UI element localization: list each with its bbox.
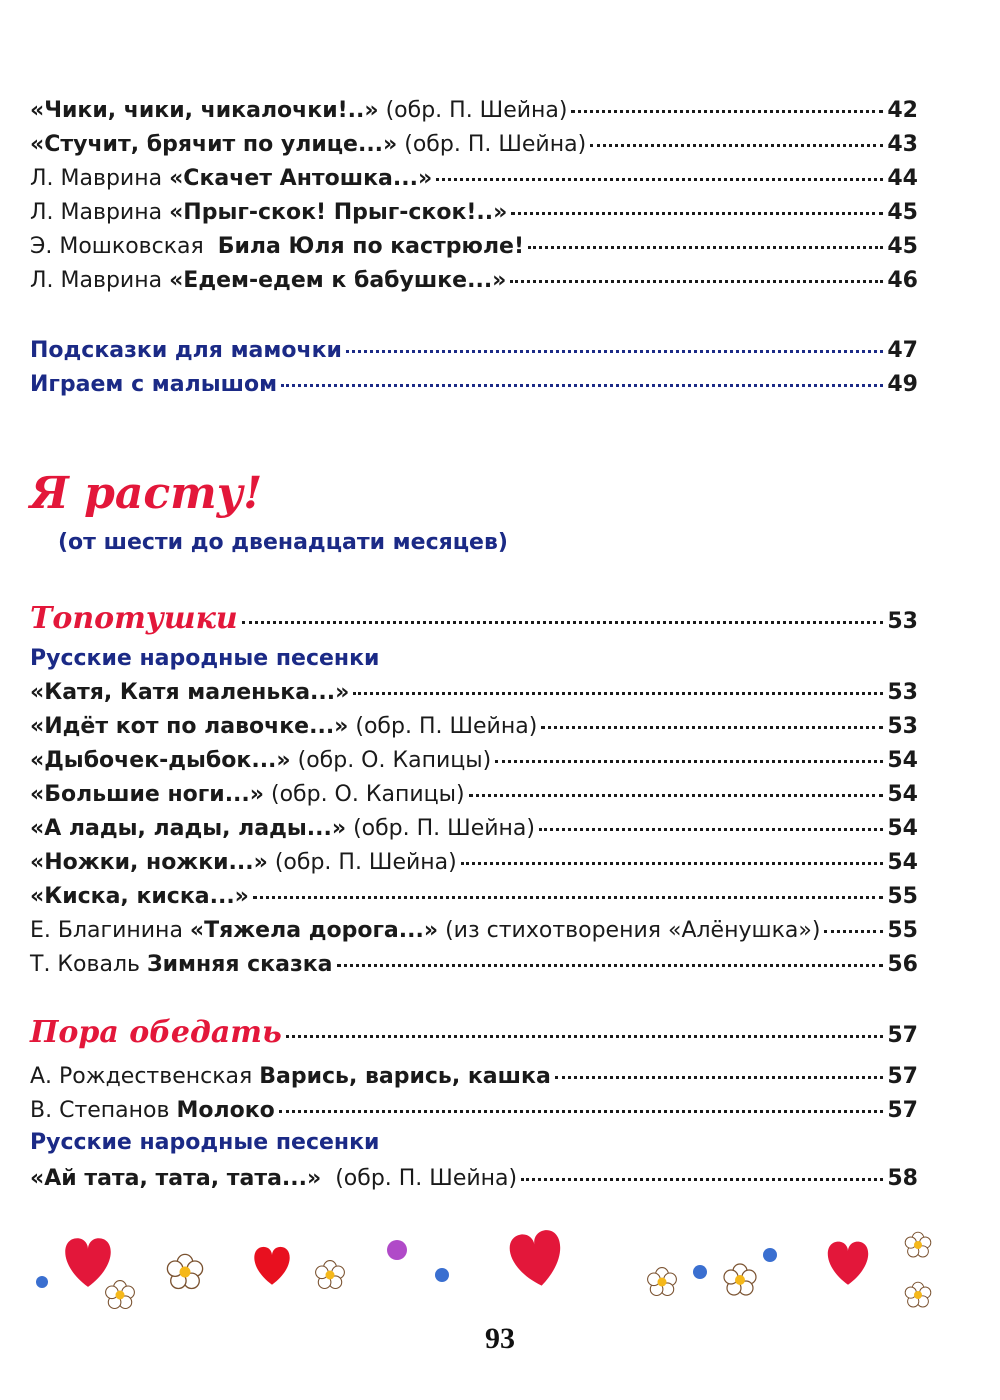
toc-entry-play[interactable] [30, 368, 918, 402]
dot-leader [281, 383, 883, 387]
entry-note: (обр. П. Шейна) [378, 98, 568, 123]
toc-entry[interactable] [30, 1060, 918, 1094]
entry-page: 47 [887, 338, 918, 363]
toc-entry[interactable] [30, 128, 918, 162]
toc-entry[interactable] [30, 230, 918, 264]
subheading-folk-songs: Русские народные песенки [30, 646, 380, 671]
section-pora-obedat[interactable] [30, 1016, 918, 1060]
entry-title: Варись, варись, кашка [259, 1064, 551, 1089]
section-page: 57 [887, 1023, 918, 1048]
patterned-heart-icon [507, 1228, 566, 1290]
toc-entry[interactable] [30, 778, 918, 812]
entry-author: Л. Маврина [30, 268, 170, 293]
entry-page: 46 [887, 268, 918, 293]
dot-leader [495, 759, 883, 763]
entry-note: (обр. П. Шейна) [267, 850, 457, 875]
toc-entry[interactable] [30, 744, 918, 778]
entry-page: 53 [887, 680, 918, 705]
dot-leader [242, 620, 884, 624]
entry-title: «Едем-едем к бабушке...» [169, 268, 507, 293]
toc-entry[interactable] [30, 914, 918, 948]
entry-author: Е. Благинина [30, 918, 190, 943]
chapter-subtitle: (от шести до двенадцати месяцев) [58, 530, 508, 555]
entry-page: 55 [887, 884, 918, 909]
entry-page: 57 [887, 1098, 918, 1123]
dot-leader [528, 245, 883, 249]
entry-page: 54 [887, 782, 918, 807]
dot-leader [521, 1177, 883, 1181]
section-title: Топотушки [30, 601, 238, 636]
toc-entry[interactable] [30, 710, 918, 744]
flower-icon [648, 1268, 677, 1296]
dot-leader [279, 1109, 884, 1113]
entry-author: Т. Коваль [30, 952, 147, 977]
subheading-folk-songs: Русские народные песенки [30, 1130, 380, 1155]
dot-leader [286, 1034, 884, 1038]
entry-page: 53 [887, 714, 918, 739]
entry-title: «Чики, чики, чикалочки!..» [30, 98, 379, 123]
sparkle-heart-icon [65, 1238, 110, 1287]
toc-entry[interactable] [30, 880, 918, 914]
entry-author: Э. Мошковская [30, 234, 218, 259]
dot-leader [590, 143, 883, 147]
entry-title: «Скачет Антошка...» [169, 166, 433, 191]
blue-flower-icon [36, 1276, 48, 1288]
chapter-title: Я расту! [30, 468, 263, 519]
entry-page: 42 [887, 98, 918, 123]
entry-note: (обр. П. Шейна) [397, 132, 587, 157]
toc-entry-tips[interactable] [30, 334, 918, 368]
dot-leader [346, 349, 883, 353]
entry-title: «Ножки, ножки...» [30, 850, 268, 875]
purple-flower-icon [387, 1240, 407, 1260]
entry-page: 58 [887, 1166, 918, 1191]
toc-entry[interactable] [30, 812, 918, 846]
dot-leader [353, 691, 883, 695]
toc-entry[interactable] [30, 846, 918, 880]
entry-title: «Киска, киска...» [30, 884, 249, 909]
dot-leader [337, 963, 884, 967]
entry-page: 45 [887, 234, 918, 259]
entry-note: (обр. П. Шейна) [321, 1166, 518, 1191]
entry-page: 45 [887, 200, 918, 225]
dot-leader [824, 929, 883, 933]
entry-page: 55 [887, 918, 918, 943]
entry-title: Подсказки для мамочки [30, 338, 342, 363]
dot-leader [539, 827, 883, 831]
entry-title: «Идёт кот по лавочке...» [30, 714, 349, 739]
flower-icon [167, 1254, 202, 1288]
toc-entry[interactable] [30, 264, 918, 298]
entry-note: (из стихотворения «Алёнушка») [438, 918, 821, 943]
entry-title: Молоко [176, 1098, 275, 1123]
toc-entry[interactable] [30, 196, 918, 230]
blue-flower-icon [763, 1248, 777, 1262]
blue-flower-icon [435, 1268, 449, 1282]
dot-leader [510, 279, 883, 283]
flower-icon [905, 1232, 931, 1257]
entry-author: В. Степанов [30, 1098, 177, 1123]
entry-title: Играем с малышом [30, 372, 278, 397]
entry-note: (обр. П. Шейна) [348, 714, 538, 739]
entry-page: 54 [887, 850, 918, 875]
dot-leader [461, 861, 884, 865]
section-page: 53 [887, 609, 918, 634]
entry-author: Л. Маврина [30, 200, 170, 225]
heart-icon [254, 1247, 289, 1285]
entry-page: 54 [887, 816, 918, 841]
toc-entry[interactable] [30, 94, 918, 128]
page-number: 93 [485, 1322, 515, 1355]
entry-page: 56 [887, 952, 918, 977]
entry-note: (обр. О. Капицы) [264, 782, 465, 807]
entry-title: «Прыг-скок! Прыг-скок!..» [169, 200, 508, 225]
entry-page: 49 [887, 372, 918, 397]
section-topotushki[interactable] [30, 602, 918, 646]
entry-page: 54 [887, 748, 918, 773]
flower-icon [106, 1281, 135, 1309]
decorative-border [0, 1220, 1000, 1320]
flower-icon [724, 1264, 756, 1295]
toc-entry[interactable] [30, 1162, 918, 1196]
entry-note: (обр. О. Капицы) [290, 748, 492, 773]
dot-leader [436, 177, 883, 181]
toc-entry[interactable] [30, 676, 918, 710]
entry-author: Л. Маврина [30, 166, 170, 191]
section-title: Пора обедать [30, 1015, 282, 1050]
entry-title: «Катя, Катя маленька...» [30, 680, 350, 705]
entry-page: 44 [887, 166, 918, 191]
dotted-heart-icon [828, 1242, 868, 1285]
flower-icon [905, 1282, 931, 1307]
dot-leader [555, 1075, 884, 1079]
entry-title: «А лады, лады, лады...» [30, 816, 347, 841]
blue-flower-icon [693, 1265, 707, 1279]
entry-title: «Большие ноги...» [30, 782, 264, 807]
dot-leader [571, 109, 883, 113]
toc-entry[interactable] [30, 1094, 918, 1128]
entry-title: «Ай тата, тата, тата...» [30, 1166, 322, 1191]
entry-title: «Стучит, брячит по улице...» [30, 132, 398, 157]
dot-leader [253, 895, 883, 899]
entry-title: «Тяжела дорога...» [189, 918, 439, 943]
entry-title: Била Юля по кастрюле! [217, 234, 525, 259]
toc-entry[interactable] [30, 948, 918, 982]
entry-title: «Дыбочек-дыбок...» [30, 748, 291, 773]
dot-leader [541, 725, 883, 729]
entry-page: 57 [887, 1064, 918, 1089]
dot-leader [469, 793, 884, 797]
entry-author: А. Рождественская [30, 1064, 260, 1089]
entry-title: Зимняя сказка [146, 952, 333, 977]
entry-page: 43 [887, 132, 918, 157]
toc-entry[interactable] [30, 162, 918, 196]
entry-note: (обр. П. Шейна) [346, 816, 535, 841]
flower-icon [316, 1261, 345, 1289]
dot-leader [511, 211, 883, 215]
